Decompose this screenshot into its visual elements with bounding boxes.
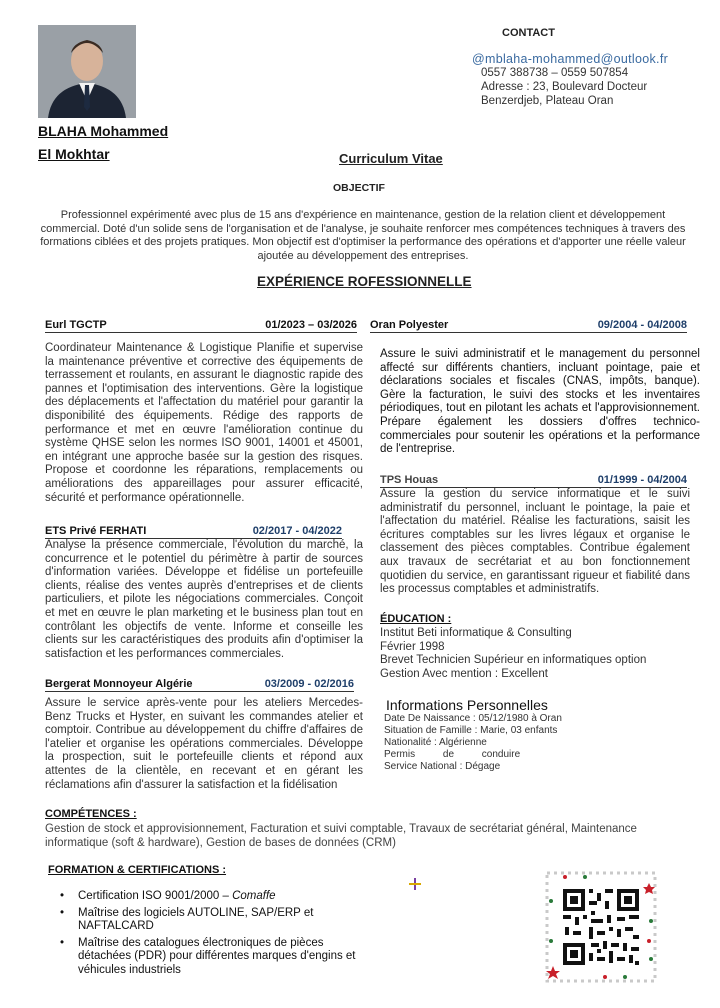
job-company: Eurl TGCTP [45,319,107,331]
formation-title: FORMATION & CERTIFICATIONS : [48,864,227,876]
name-line-2: El Mokhtar [38,146,110,162]
personal-info-line: Nationalité : Algérienne [384,737,487,748]
name-line-1: BLAHA Mohammed [38,123,169,139]
job-dates: 09/2004 - 04/2008 [597,319,687,331]
competences-title: COMPÉTENCES : [45,808,137,820]
experience-title: EXPÉRIENCE ROFESSIONNELLE [257,274,472,289]
qr-code[interactable] [545,871,657,983]
contact-title: CONTACT [502,27,555,39]
job-header [45,319,357,333]
personal-info-line: Situation de Famille : Marie, 03 enfants [384,725,558,736]
job-header [45,525,342,539]
sparkle-icon [409,877,421,895]
job-description: Assure le suivi administratif et le management du personnel affecté sur différents chantiers, incluant pointage, paie et déclarations sociales et fiscales (CNAS, impôts, banque). Gère la facturation, le suivi des stocks et les inventaires périodiques, tout en pilotant les achats et l'approvisionnement. Prépare également les dossiers d'offres technico-commerciales pour soutenir les opérations et la performance de l'entreprise. [380,348,700,456]
personal-info-block [384,713,584,773]
certification-item: • Maîtrise des catalogues électroniques de pièces détachées (PDR) pour différentes marques d'engins et véhicules industriels [60,937,360,978]
job-description: Analyse la présence commerciale, l'évolution du marché, la concurrence et le potentiel du périmètre à partir de sources d'information variées. Développe et fidélise un portefeuille clients, réalise des ventes auprès d'entreprises et de clients particuliers, et pilote les négociations commerciales. Conçoit et met en œuvre le plan marketing et le business plan tout en contrôlant les objectifs de vente. Informe et conseille les clients sur les caractéristiques des produits afin d'optimiser la satisfaction et les performances commerciales. [45,539,363,660]
objective-text: Professionnel expérimenté avec plus de 15 ans d'expérience en maintenance, gestion de la relation client et développement commercial. Doté d'un solide sens de l'organisation et de l'analyse, je souhaite renforcer mes compétences techniques à travers des formations ciblées et des projets pratiques. Mon objectif est d'optimiser la performance des opérations et d'apporter une réelle valeur ajoutée au développement des entreprises. [40,209,686,262]
job-company: Oran Polyester [370,319,449,331]
job-header [370,319,687,333]
objective-title: OBJECTIF [333,182,385,194]
job-dates: 02/2017 - 04/2022 [252,525,342,537]
education-title: ÉDUCATION : [380,613,452,625]
personal-info-line: Date De Naissance : 05/12/1980 à Oran [384,713,562,724]
certification-list [60,890,360,980]
job-dates: 03/2009 - 02/2016 [264,678,354,690]
job-header [45,678,354,692]
education-line: Institut Beti informatique & Consulting [380,627,572,639]
job-description: Assure la gestion du service informatique et le suivi administratif du personnel, incluant le pointage, la paie et l'affectation du matériel. Réalise les facturations, saisit les écritures comptables sur les livres légaux et organise le classement des pièces comptables. Contribue également aux travaux de secrétariat et au bon fonctionnement quotidien du service, en garantissant rigueur et fiabilité dans les processus comptables et administratifs. [380,488,690,596]
job-company: Bergerat Monnoyeur Algérie [45,678,193,690]
personal-info-title: Informations Personnelles [386,697,548,713]
email-link[interactable]: @mblaha-mohammed@outlook.fr [472,52,669,66]
education-line: Février 1998 [380,640,445,653]
competences-text: Gestion de stock et approvisionnement, Facturation et suivi comptable, Travaux de secrétariat général, Maintenance informatique (soft & hardware), Gestion de bases de données (CRM) [45,823,637,849]
education-line: Brevet Technicien Supérieur en informatiques option [380,654,647,667]
job-company: ETS Privé FERHATI [45,525,147,537]
address-line-2: Benzerdjeb, Plateau Oran [481,95,614,107]
job-description: Coordinateur Maintenance & Logistique Planifie et supervise la maintenance préventive et corrective des équipements de terrassement et roulants, en assurant le diagnostic rapide des pannes et l'optimisation des interventions. Gère la logistique des déplacements et l'affectation du matériel pour garantir la disponibilité des équipements. Rédige des rapports de performance et met en œuvre l'amélioration continue du système QHSE selon les normes ISO 9001, 14001 et 45001, en intégrant une approche basée sur la gestion des risques. Propose et coordonne les réparations, remplacements ou améliorations des appareillages pour assurer efficacité, sécurité et performance opérationnelle. [45,342,363,504]
address-line-1: Adresse : 23, Boulevard Docteur [481,81,648,93]
job-dates: 01/1999 - 04/2004 [597,474,687,486]
job-dates: 01/2023 – 03/2026 [265,319,357,331]
cv-title: Curriculum Vitae [339,151,443,166]
profile-photo [38,25,136,118]
personal-info-line: Service National : Dégage [384,761,501,772]
job-description: Assure le service après-vente pour les ateliers Mercedes-Benz Trucks et Hyster, en suivant les commandes atelier et comptoir. Contribue au développement du chiffre d'affaires de l'atelier et organise les opérations commerciales. Développe la prospection, suit le portefeuille clients et répond aux attentes de la clientèle, en recevant et en gérant les réclamations afin d'assurer la satisfaction et la fidélisation [45,697,363,791]
job-company: TPS Houas [380,474,439,486]
certification-item: • Maîtrise des logiciels AUTOLINE, SAP/ERP et NAFTALCARD [60,907,360,934]
certification-item: • Certification ISO 9001/2000 – Comaffe [60,890,360,904]
education-block [380,627,700,681]
personal-info-line: Permis de conduire [384,749,521,760]
education-line: Gestion Avec mention : Excellent [380,667,548,680]
phone-numbers: 0557 388738 – 0559 507854 [481,67,629,79]
job-header [380,474,687,488]
